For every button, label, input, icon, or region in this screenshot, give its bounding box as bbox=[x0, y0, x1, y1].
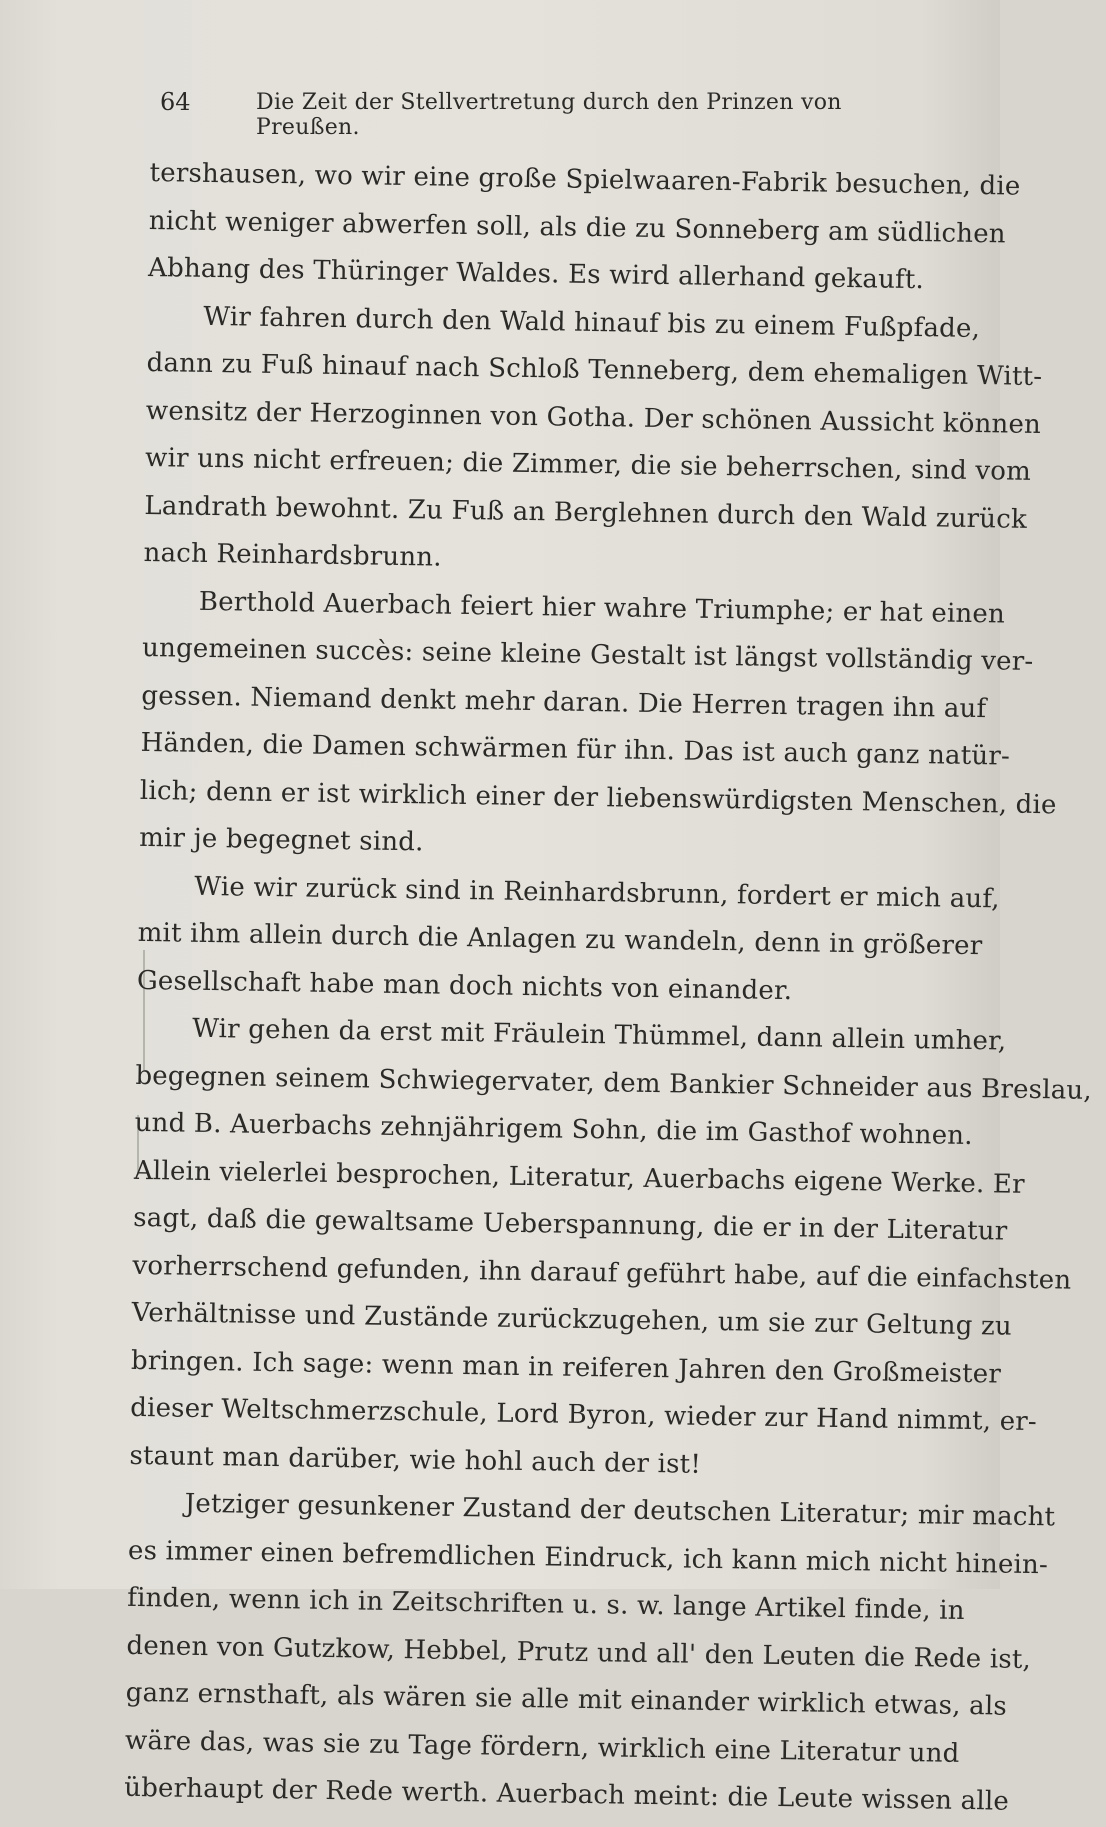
text-line: mit ihm allein durch die Anlagen zu wandeln, denn in größerer bbox=[137, 917, 983, 962]
text-line: wäre das, was sie zu Tage fördern, wirklich eine Literatur und bbox=[124, 1725, 960, 1769]
text-line: nach Reinhardsbrunn. bbox=[143, 537, 442, 573]
page-number: 64 bbox=[160, 88, 191, 116]
text-line: es immer einen befremdlichen Eindruck, ich kann mich nicht hinein- bbox=[127, 1535, 1049, 1580]
running-head: Die Zeit der Stellvertretung durch den Prinzen von Preußen. bbox=[256, 90, 842, 140]
text-line: Gesellschaft habe man doch nichts von einander. bbox=[136, 965, 793, 1006]
text-line: Wir fahren durch den Wald hinauf bis zu einem Fußpfade, bbox=[203, 301, 981, 344]
text-line: Allein vielerlei besprochen, Literatur, Auerbachs eigene Werke. Er bbox=[133, 1155, 1025, 1200]
text-line: dann zu Fuß hinauf nach Schloß Tenneberg, dem ehemaligen Witt- bbox=[146, 347, 1043, 393]
text-line: ganz ernsthaft, als wären sie alle mit einander wirklich etwas, als bbox=[125, 1677, 1008, 1722]
text-line: dieser Weltschmerzschule, Lord Byron, wieder zur Hand nimmt, er- bbox=[130, 1392, 1038, 1438]
text-line: mir je begegnet sind. bbox=[138, 822, 424, 858]
text-line: Wir gehen da erst mit Fräulein Thümmel, dann allein umher, bbox=[191, 1013, 1007, 1057]
text-line: Verhältnisse und Zustände zurückzugehen, um sie zur Geltung zu bbox=[131, 1297, 1013, 1342]
text-line: begegnen seinem Schwiegervater, dem Bankier Schneider aus Breslau, bbox=[135, 1060, 1093, 1106]
text-line: überhaupt der Rede werth. Auerbach meint: die Leute wissen alle bbox=[124, 1772, 1010, 1817]
text-line: sagt, daß die gewaltsame Ueberspannung, die er in der Literatur bbox=[132, 1202, 1008, 1247]
text-line: tershausen, wo wir eine große Spielwaaren-Fabrik besuchen, die bbox=[149, 157, 1021, 202]
text-line: denen von Gutzkow, Hebbel, Prutz und all' den Leuten die Rede ist, bbox=[126, 1630, 1032, 1675]
text-line: wir uns nicht erfreuen; die Zimmer, die sie beherrschen, sind vom bbox=[144, 442, 1032, 487]
text-line: Händen, die Damen schwärmen für ihn. Das ist auch ganz natür- bbox=[140, 727, 1011, 772]
text-line: staunt man darüber, wie hohl auch der ist! bbox=[129, 1440, 702, 1480]
text-line: Berthold Auerbach feiert hier wahre Triumphe; er hat einen bbox=[198, 586, 1006, 629]
text-line: vorherrschend gefunden, ihn darauf geführt habe, auf die einfachsten bbox=[132, 1250, 1072, 1296]
text-line: nicht weniger abwerfen soll, als die zu Sonneberg am südlichen bbox=[148, 205, 1006, 249]
page-header bbox=[160, 88, 880, 140]
text-line: Wie wir zurück sind in Reinhardsbrunn, fordert er mich auf, bbox=[194, 871, 1000, 914]
text-line: lich; denn er ist wirklich einer der liebenswürdigsten Menschen, die bbox=[139, 775, 1057, 820]
text-line: Jetziger gesunkener Zustand der deutschen Literatur; mir macht bbox=[184, 1488, 1056, 1533]
text-line: finden, wenn ich in Zeitschriften u. s. w. lange Artikel finde, in bbox=[127, 1582, 965, 1626]
text-line: Abhang des Thüringer Waldes. Es wird allerhand gekauft. bbox=[147, 252, 925, 296]
text-line: und B. Auerbachs zehnjährigem Sohn, die im Gasthof wohnen. bbox=[134, 1107, 973, 1152]
text-line: wensitz der Herzoginnen von Gotha. Der schönen Aussicht können bbox=[145, 395, 1042, 440]
text-line: ungemeinen succès: seine kleine Gestalt ist längst vollständig ver- bbox=[141, 632, 1034, 677]
body-text bbox=[124, 150, 1093, 1825]
text-line: Landrath bewohnt. Zu Fuß an Berglehnen durch den Wald zurück bbox=[144, 490, 1028, 535]
text-line: bringen. Ich sage: wenn man in reiferen Jahren den Großmeister bbox=[130, 1345, 1002, 1390]
text-line: gessen. Niemand denkt mehr daran. Die Herren tragen ihn auf bbox=[141, 680, 987, 724]
